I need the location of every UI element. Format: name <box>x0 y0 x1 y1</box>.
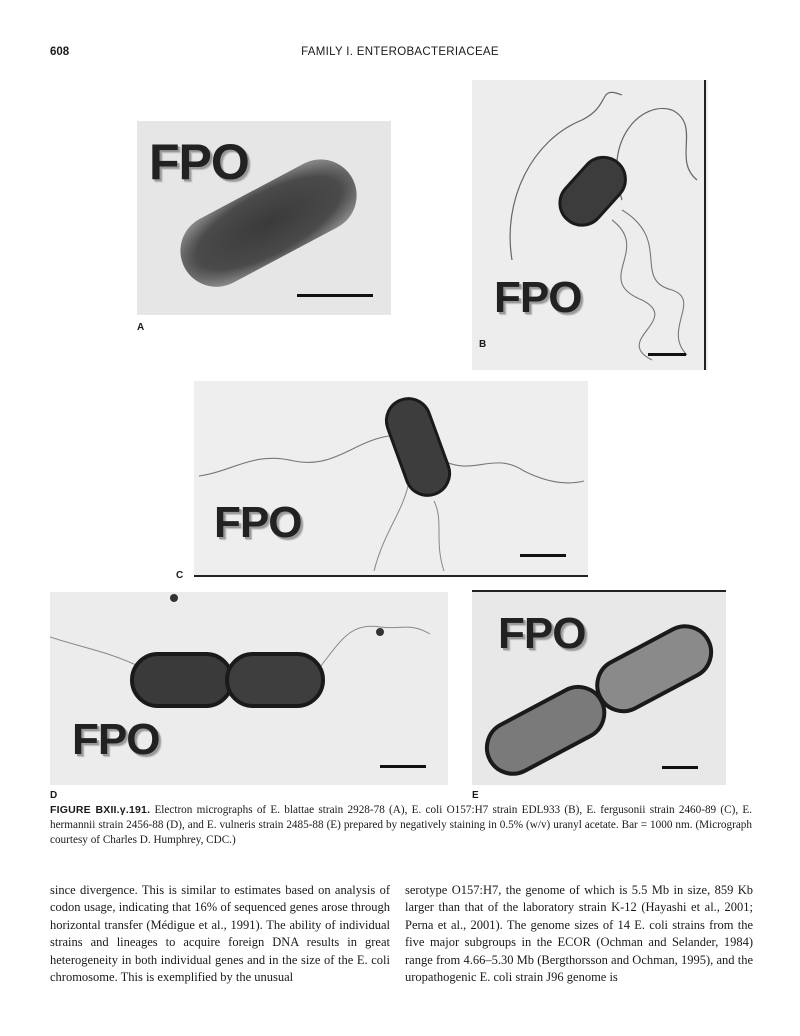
micrograph-panel-c <box>194 381 588 577</box>
body-column-left <box>50 882 390 986</box>
micrograph-c-image <box>194 381 588 577</box>
fpo-watermark: FPO <box>494 273 582 322</box>
fpo-watermark: FPO <box>72 715 160 764</box>
fpo-watermark: FPO <box>498 609 586 658</box>
micrograph-panel-b <box>472 80 708 370</box>
panel-label-d: D <box>50 790 58 801</box>
running-title: FAMILY I. ENTEROBACTERIACEAE <box>301 46 499 58</box>
panel-label-c: C <box>176 570 184 581</box>
micrograph-panel-a <box>137 121 391 315</box>
body-paragraph-left: since divergence. This is similar to estimates based on analysis of codon usage, indicating that 16% of sequenced genes arose through horizontal transfer (Médigue et al., 1991). The ability of individual strains and lineages to acquire foreign DNA results in great heterogeneity in both individual genes and in the size of the E. coli chromosome. This is exemplified by the unusual <box>50 883 390 985</box>
micrograph-panel-e <box>472 590 726 785</box>
fpo-watermark: FPO <box>149 134 249 190</box>
fpo-watermark: FPO <box>214 498 302 547</box>
caption-text: Electron micrographs of E. blattae strain 2928-78 (A), E. coli O157:H7 strain EDL933 (B), E. fergusonii strain 2460-89 (C), E. hermannii strain 2456-88 (D), and E. vulneris strain 2485-88 (E) prepared by negatively staining in 0.5% (w/v) uranyl acetate. Bar = 1000 nm. (Micrograph courtesy of Charles D. Humphrey, CDC.) <box>50 804 753 846</box>
caption-label: FIGURE BXII.γ.191. <box>50 804 151 816</box>
body-column-right <box>405 882 753 986</box>
body-paragraph-right: serotype O157:H7, the genome of which is 5.5 Mb in size, 859 Kb larger than that of the laboratory strain K-12 (Hayashi et al., 2001; Perna et al., 2001). The genome sizes of 14 E. coli strains from the five major subgroups in the ECOR (Ochman and Selander, 1984) range from 4.66–5.30 Mb (Bergthorsson and Ochman, 1995), and the uropathogenic E. coli strain J96 genome is <box>405 883 753 985</box>
micrograph-b-image <box>472 80 708 370</box>
figure-caption <box>50 803 752 848</box>
panel-label-a: A <box>137 322 145 333</box>
page-number: 608 <box>50 46 70 58</box>
micrograph-panel-d <box>50 592 448 785</box>
panel-label-b: B <box>479 339 487 350</box>
panel-label-e: E <box>472 790 479 801</box>
